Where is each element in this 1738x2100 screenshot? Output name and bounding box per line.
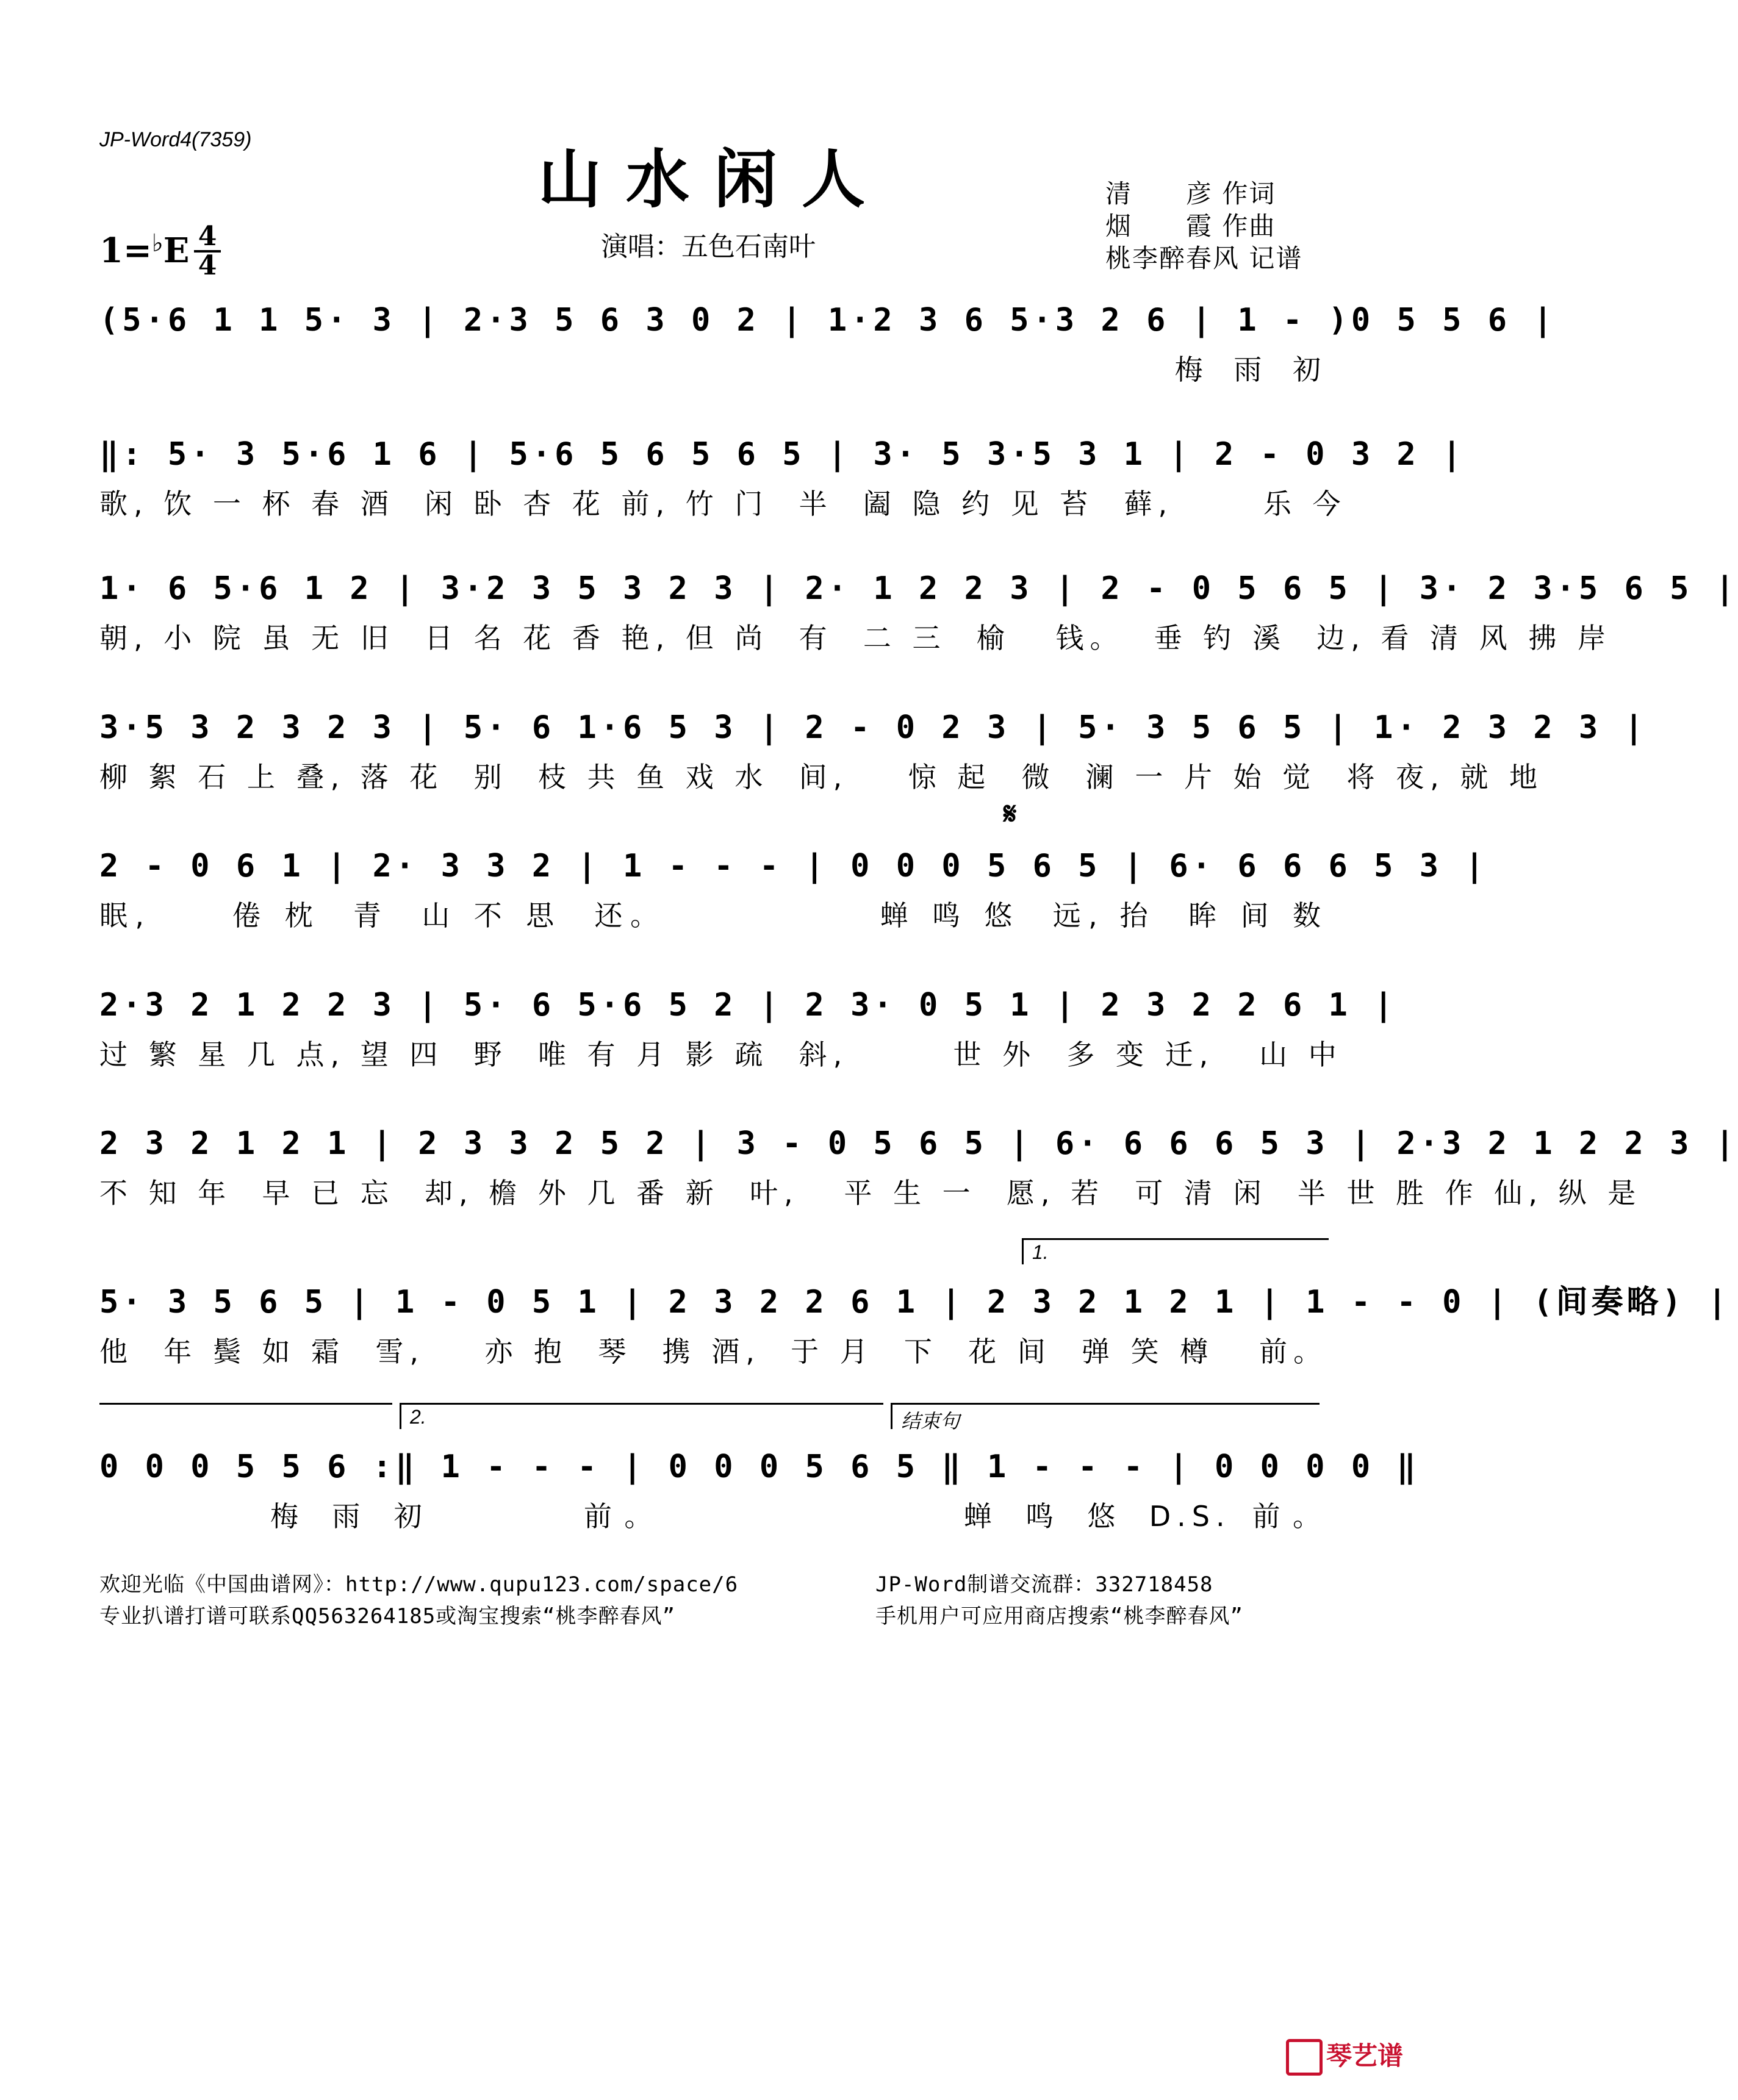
footer-group: JP-Word制谱交流群：332718458	[875, 1572, 1213, 1597]
notation-line: 0 0 0 5 5 6 :‖ 1 - - - | 0 0 0 5 6 5 ‖ 1 - - - | 0 0 0 0 ‖	[99, 1449, 1420, 1485]
notation-line: 3·5 3 2 3 2 3 | 5· 6 1·6 5 3 | 2 - 0 2 3 | 5· 3 5 6 5 | 1· 2 3 2 3 |	[99, 709, 1647, 746]
notation-line: 2 - 0 6 1 | 2· 3 3 2 | 1 - - - | 0 0 0 5 6 5 | 6· 6 6 6 5 3 |	[99, 848, 1488, 884]
lyric-line: 不 知 年 早 已 忘 却, 檐 外 几 番 新 叶, 平 生 一 愿, 若 可 清 闲 半 世 胜 作 仙, 纵 是	[99, 1177, 1642, 1209]
composer-credit: 烟 霞 作曲	[1105, 211, 1276, 241]
logo-text: 琴艺谱	[1326, 2040, 1403, 2071]
notation-line: (5·6 1 1 5· 3 | 2·3 5 6 3 0 2 | 1·2 3 6 5·3 2 6 | 1 - )0 5 5 6 |	[99, 302, 1556, 339]
singer-line: 演唱：五色石南叶	[601, 231, 816, 262]
key-letter: E	[163, 231, 190, 271]
lyric-line: 梅 雨 初	[99, 353, 1327, 386]
flat-sign: ♭	[151, 229, 163, 257]
lyricist-credit: 清 彦 作词	[1105, 179, 1276, 209]
key-prefix: 1=	[99, 231, 152, 271]
time-signature	[194, 221, 221, 281]
notation-line: ‖: 5· 3 5·6 1 6 | 5·6 5 6 5 6 5 | 3· 5 3·5 3 1 | 2 - 0 3 2 |	[99, 436, 1465, 473]
segno-sign: 𝄋	[1004, 796, 1017, 831]
logo-icon	[1286, 2039, 1323, 2076]
notation-line: 5· 3 5 6 5 | 1 - 0 5 1 | 2 3 2 2 6 1 | 2 3 2 1 2 1 | 1 - - 0 | (间奏略) |	[99, 1284, 1731, 1321]
lyric-line: 歌, 饮 一 杯 春 酒 闲 卧 杏 花 前, 竹 门 半 阖 隐 约 见 苔 藓, 乐 今	[99, 487, 1347, 520]
first-ending-bracket	[1022, 1238, 1329, 1264]
lyric-line: 他 年 鬓 如 霜 雪, 亦 抱 琴 携 酒, 于 月 下 花 间 弹 笑 樽 前。	[99, 1335, 1328, 1368]
notation-line: 1· 6 5·6 1 2 | 3·2 3 5 3 2 3 | 2· 1 2 2 3 | 2 - 0 5 6 5 | 3· 2 3·5 6 5 |	[99, 570, 1738, 607]
lyric-line: 朝, 小 院 虽 无 旧 日 名 花 香 艳, 但 尚 有 二 三 榆 钱。 垂 钓 溪 边, 看 清 风 拂 岸	[99, 622, 1612, 654]
transcriber-credit: 桃李醉春风 记谱	[1105, 243, 1303, 273]
ending-label: 结束句	[901, 1410, 960, 1432]
lyric-line: 眠, 倦 枕 青 山 不 思 还。 蝉 鸣 悠 远, 抬 眸 间 数	[99, 899, 1327, 932]
footer-app: 手机用户可应用商店搜索“桃李醉春风”	[875, 1604, 1243, 1629]
volta-label: 1.	[1032, 1241, 1049, 1263]
page-title: 山水闲人	[537, 142, 889, 217]
second-ending-bracket	[400, 1403, 883, 1429]
time-top: 4	[198, 221, 217, 252]
software-label: JP-Word4(7359)	[99, 128, 252, 151]
coda-bracket	[891, 1403, 1320, 1432]
lyric-line: 过 繁 星 几 点, 望 四 野 唯 有 月 影 疏 斜, 世 外 多 变 迁, 山 中	[99, 1038, 1343, 1071]
time-bottom: 4	[198, 250, 217, 281]
footer-contact: 专业扒谱打谱可联系QQ563264185或淘宝搜索“桃李醉春风”	[99, 1604, 676, 1629]
volta-label: 2.	[410, 1406, 426, 1428]
notation-line: 2 3 2 1 2 1 | 2 3 3 2 5 2 | 3 - 0 5 6 5 | 6· 6 6 6 5 3 | 2·3 2 1 2 2 3 |	[99, 1125, 1738, 1162]
site-logo	[1286, 2036, 1403, 2076]
key-signature	[99, 229, 189, 271]
footer-website: 欢迎光临《中国曲谱网》：http://www.qupu123.com/space/6	[99, 1572, 739, 1597]
repeat-bracket	[99, 1403, 392, 1429]
notation-line: 2·3 2 1 2 2 3 | 5· 6 5·6 5 2 | 2 3· 0 5 1 | 2 3 2 2 6 1 |	[99, 987, 1397, 1023]
lyric-line: 梅 雨 初 前。 蝉 鸣 悠 D.S. 前。	[99, 1500, 1327, 1533]
lyric-line: 柳 絮 石 上 叠, 落 花 别 枝 共 鱼 戏 水 间, 惊 起 微 澜 一 片 始 觉 将 夜, 就 地	[99, 761, 1544, 794]
